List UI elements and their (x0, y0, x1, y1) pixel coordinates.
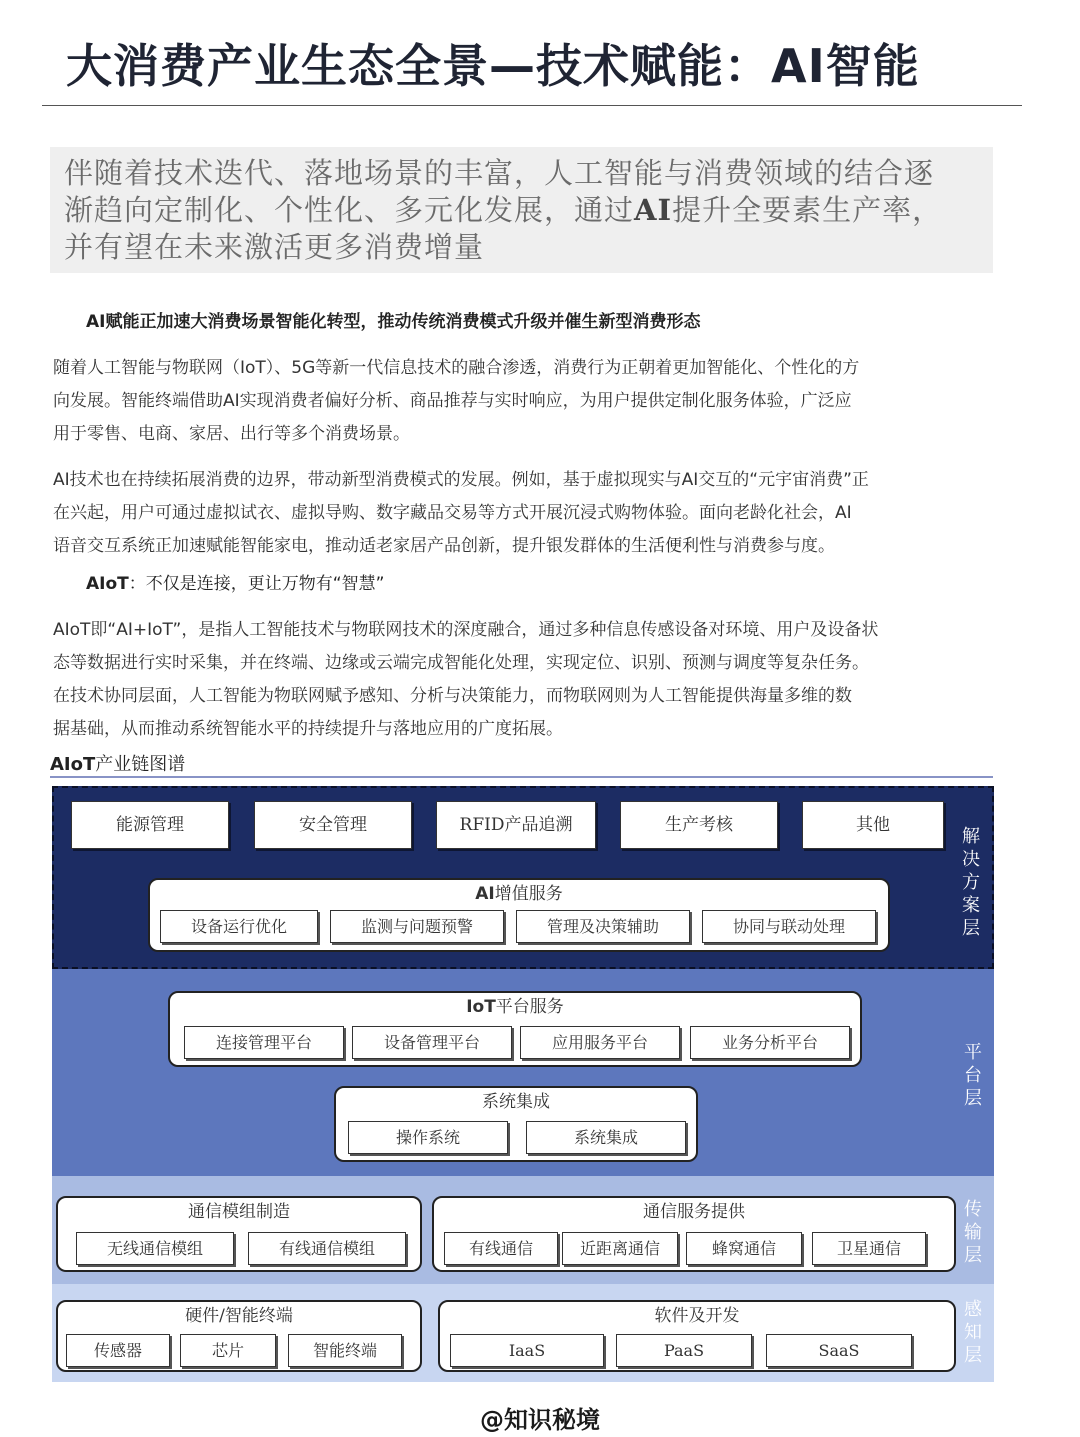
ai-item: 监测与问题预警 (330, 910, 504, 943)
diagram-title-divider (50, 776, 993, 778)
footer-watermark: @知识秘境 (480, 1406, 600, 1434)
platform-layer-label-text: 平台层 (964, 1042, 982, 1109)
sys-group-title: 系统集成 (482, 1092, 550, 1112)
section-heading-aiot-bold: AIoT (86, 574, 129, 594)
paragraph-3 (53, 614, 878, 746)
sys-item: 操作系统 (348, 1121, 508, 1154)
sys-item: 系统集成 (526, 1121, 686, 1154)
intro-line-2-bold: AI (634, 193, 673, 227)
ai-group-title-bold: AI (475, 884, 495, 904)
paragraph-2-line: 在兴起，用户可通过虚拟试衣、虚拟导购、数字藏品交易等方式开展沉浸式购物体验。面向老龄化社会，AI (53, 503, 852, 523)
platform-layer-label (958, 1041, 988, 1110)
ai-value-added-services-group (148, 878, 890, 952)
module-group-title: 通信模组制造 (188, 1202, 290, 1222)
solution-layer (52, 786, 994, 969)
solution-layer-label (956, 825, 986, 940)
iot-item: 连接管理平台 (184, 1026, 344, 1059)
paragraph-1-line: 向发展。智能终端借助AI实现消费者偏好分析、商品推荐与实时响应，为用户提供定制化服务体验，广泛应 (53, 391, 852, 411)
paragraph-3-line: 在技术协同层面，人工智能为物联网赋予感知、分析与决策能力，而物联网则为人工智能提供海量多维的数 (53, 686, 852, 706)
transport-layer-label (958, 1198, 988, 1267)
diagram-title-bold: AIoT (50, 754, 96, 775)
service-item: 近距离通信 (562, 1232, 678, 1265)
hw-group-title: 硬件/智能终端 (185, 1306, 293, 1326)
section-heading-aiot (86, 568, 384, 601)
hw-item: 智能终端 (288, 1334, 402, 1367)
diagram-title (50, 751, 185, 779)
hardware-terminal-group (56, 1300, 422, 1372)
transport-layer (52, 1176, 994, 1284)
paragraph-1 (53, 352, 859, 451)
transport-layer-label-text: 传输层 (964, 1199, 982, 1266)
app-box-production: 生产考核 (620, 801, 778, 849)
intro-line-2-end: 提升全要素生产率， (672, 193, 943, 227)
sensing-layer (52, 1284, 994, 1382)
service-group-title: 通信服务提供 (643, 1202, 745, 1222)
app-box-security: 安全管理 (254, 801, 412, 849)
app-box-energy: 能源管理 (71, 801, 229, 849)
paragraph-3-line: 态等数据进行实时采集，并在终端、边缘或云端完成智能化处理，实现定位、识别、预测与调度等复杂任务。 (53, 653, 869, 673)
module-item: 无线通信模组 (76, 1232, 234, 1265)
iot-platform-services-group (168, 991, 862, 1067)
solution-layer-label-text: 解决方案层 (962, 826, 980, 939)
app-box-rfid: RFID产品追溯 (436, 801, 596, 849)
app-box-other: 其他 (802, 801, 944, 849)
ai-item: 设备运行优化 (160, 910, 318, 943)
section-heading-ai-empowerment: AI赋能正加速大消费场景智能化转型，推动传统消费模式升级并催生新型消费形态 (86, 312, 701, 332)
sensing-layer-label-text: 感知层 (964, 1299, 982, 1366)
comm-service-group (432, 1196, 956, 1272)
intro-line-2-start: 渐趋向定制化、个性化、多元化发展，通过 (64, 193, 635, 227)
paragraph-2-line: 语音交互系统正加速赋能智能家电，推动适老家居产品创新，提升银发群体的生活便利性与消费参与度。 (53, 536, 835, 556)
service-item: 有线通信 (444, 1232, 558, 1265)
page-title: 大消费产业生态全景—技术赋能：AI智能 (66, 39, 920, 93)
service-item: 蜂窝通信 (686, 1232, 802, 1265)
paragraph-2-line: AI技术也在持续拓展消费的边界，带动新型消费模式的发展。例如，基于虚拟现实与AI交互的“元宇宙消费”正 (53, 470, 869, 490)
ai-group-title (150, 882, 888, 906)
service-item: 卫星通信 (812, 1232, 926, 1265)
iot-item: 设备管理平台 (352, 1026, 512, 1059)
sw-group-title: 软件及开发 (654, 1306, 740, 1326)
paragraph-3-line: 据基础，从而推动系统智能水平的持续提升与落地应用的广度拓展。 (53, 719, 563, 739)
intro-line-3: 并有望在未来激活更多消费增量 (64, 230, 485, 264)
system-integration-group (334, 1086, 698, 1162)
title-divider (42, 105, 1022, 106)
intro-line-2 (64, 192, 979, 229)
sw-item: IaaS (450, 1334, 604, 1367)
iot-group-title (170, 995, 860, 1019)
sw-item: PaaS (616, 1334, 752, 1367)
paragraph-3-line: AIoT即“AI+IoT”，是指人工智能技术与物联网技术的深度融合，通过多种信息传感设备对环境、用户及设备状 (53, 620, 879, 640)
intro-line-1: 伴随着技术迭代、落地场景的丰富，人工智能与消费领域的结合逐 (64, 156, 935, 190)
paragraph-2 (53, 464, 869, 563)
software-dev-group (438, 1300, 956, 1372)
sensing-layer-label (958, 1298, 988, 1367)
paragraph-1-line: 用于零售、电商、家居、出行等多个消费场景。 (53, 424, 410, 444)
diagram-title-rest: 产业链图谱 (95, 754, 186, 775)
iot-item: 业务分析平台 (690, 1026, 850, 1059)
comm-module-group (56, 1196, 422, 1272)
paragraph-1-line: 随着人工智能与物联网（IoT）、5G等新一代信息技术的融合渗透，消费行为正朝着更加智能化、个性化的方 (53, 358, 860, 378)
intro-summary-box (50, 147, 993, 273)
iot-item: 应用服务平台 (520, 1026, 680, 1059)
section-heading-aiot-rest: ：不仅是连接，更让万物有“智慧” (128, 574, 385, 594)
ai-item: 协同与联动处理 (702, 910, 876, 943)
ai-item: 管理及决策辅助 (516, 910, 690, 943)
iot-group-title-rest: 平台服务 (495, 997, 564, 1017)
module-item: 有线通信模组 (248, 1232, 406, 1265)
hw-item: 芯片 (180, 1334, 276, 1367)
hw-item: 传感器 (66, 1334, 170, 1367)
platform-layer (52, 969, 994, 1176)
ai-group-title-rest: 增值服务 (494, 884, 563, 904)
sw-item: SaaS (766, 1334, 912, 1367)
iot-group-title-bold: IoT (466, 997, 496, 1017)
